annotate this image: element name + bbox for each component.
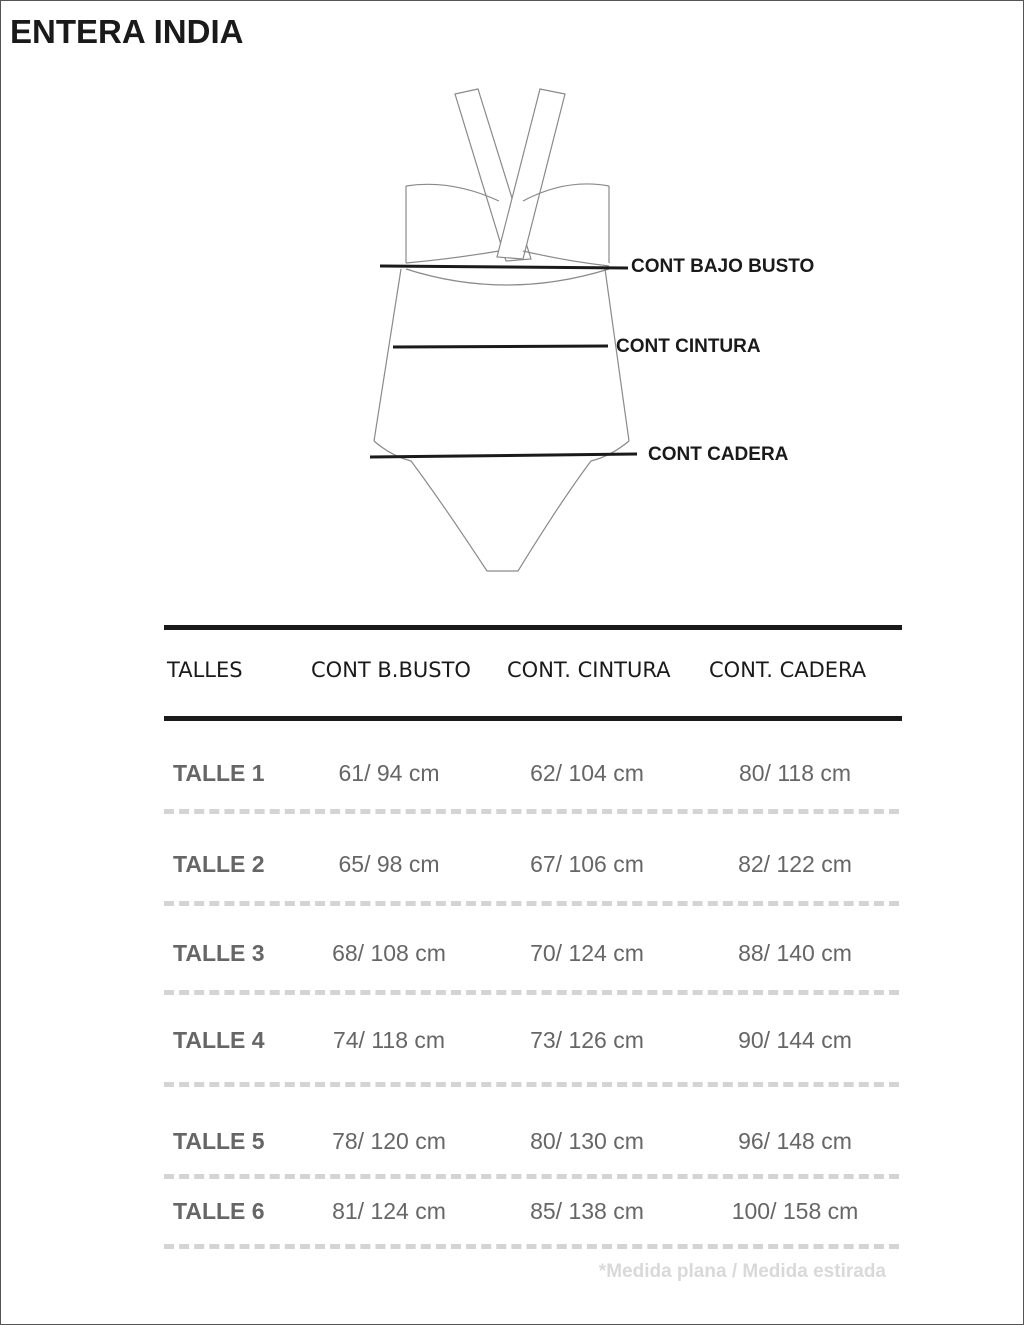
header-talles: TALLES	[167, 658, 243, 682]
header-cintura: CONT. CINTURA	[507, 658, 671, 682]
cadera-cell: 82/ 122 cm	[738, 851, 852, 877]
hip-label: CONT CADERA	[648, 444, 789, 465]
busto-cell: 61/ 94 cm	[338, 760, 440, 786]
cintura-cell: 73/ 126 cm	[530, 1027, 644, 1053]
table-row	[1, 760, 1024, 800]
cintura-cell: 67/ 106 cm	[530, 851, 644, 877]
size-cell: TALLE 6	[173, 1198, 265, 1224]
row-divider	[164, 901, 899, 906]
cintura-cell: 85/ 138 cm	[530, 1198, 644, 1224]
row-divider	[164, 809, 899, 814]
table-row	[1, 1128, 1024, 1168]
cintura-cell: 62/ 104 cm	[530, 760, 644, 786]
table-row	[1, 940, 1024, 980]
table-row	[1, 1198, 1024, 1238]
cadera-cell: 80/ 118 cm	[738, 760, 852, 786]
busto-cell: 65/ 98 cm	[338, 851, 440, 877]
table-header-rule	[164, 716, 902, 721]
cadera-cell: 100/ 158 cm	[731, 1198, 859, 1224]
busto-cell: 81/ 124 cm	[332, 1198, 446, 1224]
table-row	[1, 1027, 1024, 1067]
size-cell: TALLE 3	[173, 940, 265, 966]
cadera-cell: 90/ 144 cm	[738, 1027, 852, 1053]
size-cell: TALLE 4	[173, 1027, 265, 1053]
busto-cell: 78/ 120 cm	[332, 1128, 446, 1154]
waist-line	[393, 346, 608, 347]
busto-cell: 74/ 118 cm	[332, 1027, 446, 1053]
cadera-cell: 88/ 140 cm	[738, 940, 852, 966]
swimsuit-outline-icon	[1, 1, 1023, 601]
cintura-cell: 70/ 124 cm	[530, 940, 644, 966]
measurement-note: *Medida plana / Medida estirada	[598, 1261, 886, 1282]
table-top-rule	[164, 625, 902, 630]
under-bust-line	[380, 266, 628, 268]
hip-line	[370, 454, 637, 457]
table-row	[1, 851, 1024, 891]
under-bust-label: CONT BAJO BUSTO	[631, 256, 815, 277]
size-cell: TALLE 2	[173, 851, 265, 877]
size-cell: TALLE 1	[173, 760, 265, 786]
header-busto: CONT B.BUSTO	[311, 658, 471, 682]
row-divider	[164, 1244, 899, 1249]
busto-cell: 68/ 108 cm	[332, 940, 446, 966]
size-cell: TALLE 5	[173, 1128, 265, 1154]
cintura-cell: 80/ 130 cm	[530, 1128, 644, 1154]
waist-label: CONT CINTURA	[616, 336, 761, 357]
cadera-cell: 96/ 148 cm	[738, 1128, 852, 1154]
page-title: ENTERA INDIA	[10, 13, 244, 50]
row-divider	[164, 1174, 899, 1179]
row-divider	[164, 990, 899, 995]
row-divider	[164, 1082, 899, 1087]
header-cadera: CONT. CADERA	[709, 658, 867, 682]
